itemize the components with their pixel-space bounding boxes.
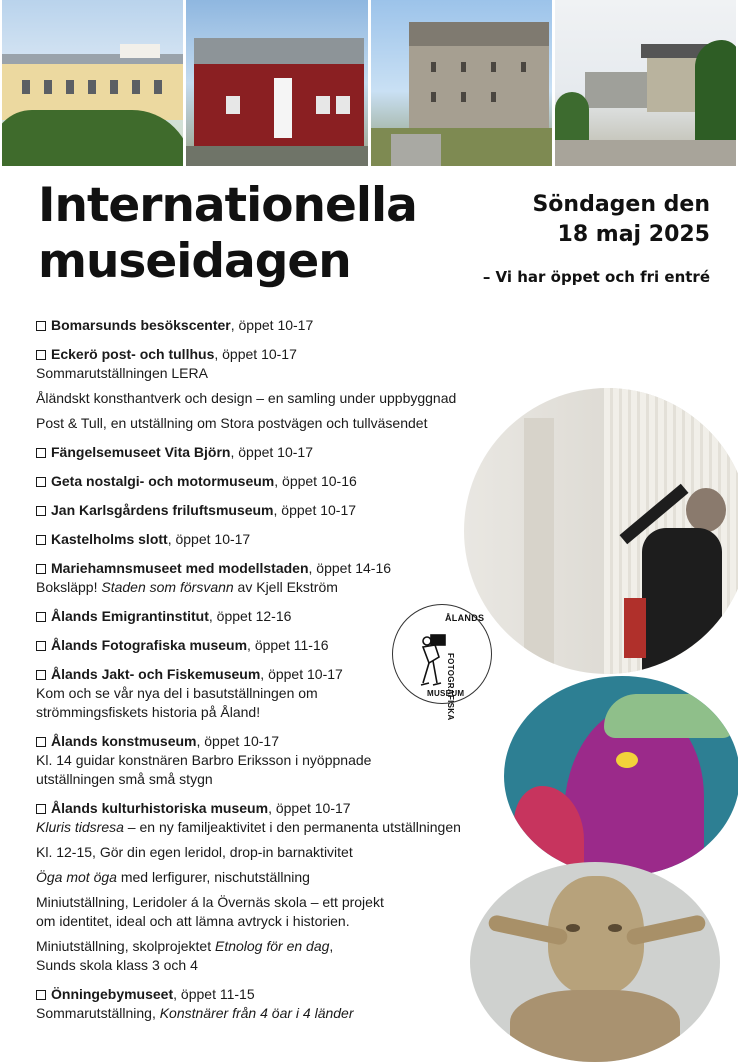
checkbox-icon — [36, 477, 46, 487]
detail-text: Sommarutställning, — [36, 1005, 160, 1021]
entry-detail — [36, 937, 536, 956]
museum-name: Jan Karlsgårdens friluftsmuseum — [51, 502, 274, 518]
logo-text-bottom: MUSEUM — [427, 689, 465, 698]
opening-hours: , öppet 10-17 — [268, 800, 351, 816]
museum-name: Bomarsunds besökscenter — [51, 317, 231, 333]
opening-hours: , öppet 10-17 — [260, 666, 343, 682]
artist-paper-wall-photo — [464, 388, 738, 674]
entry-detail: Miniutställning, Leridoler á la Övernäs skola – ett projekt — [36, 894, 384, 910]
entry-detail: Kom och se vår nya del i basutställningen om — [36, 685, 318, 701]
museum-name: Eckerö post- och tullhus — [51, 346, 215, 362]
checkbox-icon — [36, 990, 46, 1000]
museum-entry-heading — [36, 472, 536, 491]
entry-detail — [36, 818, 536, 837]
detail-text: av Kjell Ekström — [233, 579, 338, 595]
museum-name: Ålands Fotografiska museum — [51, 637, 248, 653]
museum-entry — [36, 530, 536, 549]
museum-entry-heading — [36, 345, 536, 364]
checkbox-icon — [36, 612, 46, 622]
title-line-1: Internationella — [38, 178, 417, 233]
detail-text: – en ny familjeaktivitet i den permanenta utställningen — [123, 819, 461, 835]
event-date — [482, 190, 710, 286]
museum-entry — [36, 799, 536, 975]
illustrated-creature-photo — [504, 676, 738, 876]
fotografiska-museum-logo — [392, 604, 492, 721]
checkbox-icon — [36, 448, 46, 458]
museum-entry — [36, 472, 536, 491]
museum-name: Mariehamnsmuseet med modellstaden — [51, 560, 309, 576]
entry-detail — [36, 578, 536, 597]
checkbox-icon — [36, 350, 46, 360]
opening-hours: , öppet 10-17 — [230, 317, 314, 333]
detail-text: med lerfigurer, nischutställning — [116, 869, 310, 885]
tagline: – Vi har öppet och fri entré — [482, 268, 710, 286]
opening-hours: , öppet 14-16 — [308, 560, 392, 576]
detail-italic-title: Öga mot öga — [36, 869, 117, 885]
museum-entry — [36, 501, 536, 520]
date-line-1: Söndagen den — [532, 192, 710, 217]
logo-text-top: ÅLANDS — [445, 613, 485, 623]
entry-detail: Sunds skola klass 3 och 4 — [36, 957, 198, 973]
entry-detail: Post & Tull, en utställning om Stora postvägen och tullväsendet — [36, 415, 428, 431]
museum-entry-heading — [36, 799, 536, 818]
checkbox-icon — [36, 641, 46, 651]
museum-entry-heading — [36, 443, 536, 462]
logo-text-side: FOTOGRAFISKA — [446, 653, 455, 721]
photo-strip — [2, 0, 736, 166]
museum-entry-heading — [36, 316, 536, 335]
opening-hours: , öppet 11-16 — [247, 637, 329, 653]
museum-name: Ålands konstmuseum — [51, 733, 197, 749]
entry-detail: Kl. 14 guidar konstnären Barbro Eriksson i nyöppnade — [36, 752, 372, 768]
opening-hours: , öppet 11-15 — [173, 986, 255, 1002]
opening-hours: , öppet 10-17 — [273, 502, 357, 518]
entry-detail: Kl. 12-15, Gör din egen leridol, drop-in barnaktivitet — [36, 844, 353, 860]
museum-name: Kastelholms slott — [51, 531, 168, 547]
museum-entry — [36, 985, 536, 1023]
entry-detail: strömmingsfiskets historia på Åland! — [36, 704, 261, 720]
museum-entry — [36, 316, 536, 335]
opening-hours: , öppet 10-17 — [167, 531, 251, 547]
museum-name: Geta nostalgi- och motormuseum — [51, 473, 275, 489]
museum-entry — [36, 732, 536, 789]
detail-text: Miniutställning, skolprojektet — [36, 938, 215, 954]
checkbox-icon — [36, 564, 46, 574]
museum-entry — [36, 345, 536, 433]
museum-name: Fängelsemuseet Vita Björn — [51, 444, 231, 460]
entry-detail — [36, 868, 536, 887]
entry-detail — [36, 1004, 536, 1023]
museum-name: Ålands kulturhistoriska museum — [51, 800, 269, 816]
checkbox-icon — [36, 506, 46, 516]
clay-figurine-photo — [470, 862, 720, 1062]
detail-italic-title: Kluris tidsresa — [36, 819, 124, 835]
yellow-manor-photo — [2, 0, 183, 166]
detail-text: Boksläpp! — [36, 579, 102, 595]
opening-hours: , öppet 10-16 — [274, 473, 357, 489]
museum-name: Ålands Emigrantinstitut — [51, 608, 209, 624]
red-post-house-photo — [186, 0, 367, 166]
museum-entry-heading — [36, 559, 536, 578]
checkbox-icon — [36, 670, 46, 680]
checkbox-icon — [36, 535, 46, 545]
opening-hours: , öppet 10-17 — [196, 733, 279, 749]
detail-italic-title: Konstnärer från 4 öar i 4 länder — [159, 1005, 354, 1021]
museum-name: Ålands Jakt- och Fiskemuseum — [51, 666, 261, 682]
entry-detail: utställningen små små stygn — [36, 771, 213, 787]
detail-italic-title: Staden som försvann — [101, 579, 234, 595]
grey-buildings-photo — [555, 0, 736, 166]
detail-italic-title: Etnolog för en dag — [214, 938, 330, 954]
entry-detail: Sommarutställningen LERA — [36, 365, 208, 381]
museum-entry — [36, 559, 536, 597]
museum-entry-heading — [36, 732, 536, 751]
entry-detail: om identitet, ideal och att lämna avtryck i historien. — [36, 913, 350, 929]
checkbox-icon — [36, 804, 46, 814]
stone-castle-photo — [371, 0, 552, 166]
museum-entry — [36, 443, 536, 462]
title-line-2: museidagen — [38, 234, 351, 289]
opening-hours: , öppet 12-16 — [208, 608, 292, 624]
checkbox-icon — [36, 321, 46, 331]
date-line-2: 18 maj 2025 — [557, 222, 710, 247]
museum-entry-heading — [36, 985, 536, 1004]
checkbox-icon — [36, 737, 46, 747]
museum-entry-heading — [36, 501, 536, 520]
detail-text: , — [329, 938, 334, 954]
museum-entry-heading — [36, 530, 536, 549]
entry-detail: Åländskt konsthantverk och design – en samling under uppbyggnad — [36, 390, 457, 406]
event-title — [38, 178, 417, 290]
museum-name: Önningebymuseet — [51, 986, 174, 1002]
opening-hours: , öppet 10-17 — [230, 444, 313, 460]
opening-hours: , öppet 10-17 — [214, 346, 297, 362]
